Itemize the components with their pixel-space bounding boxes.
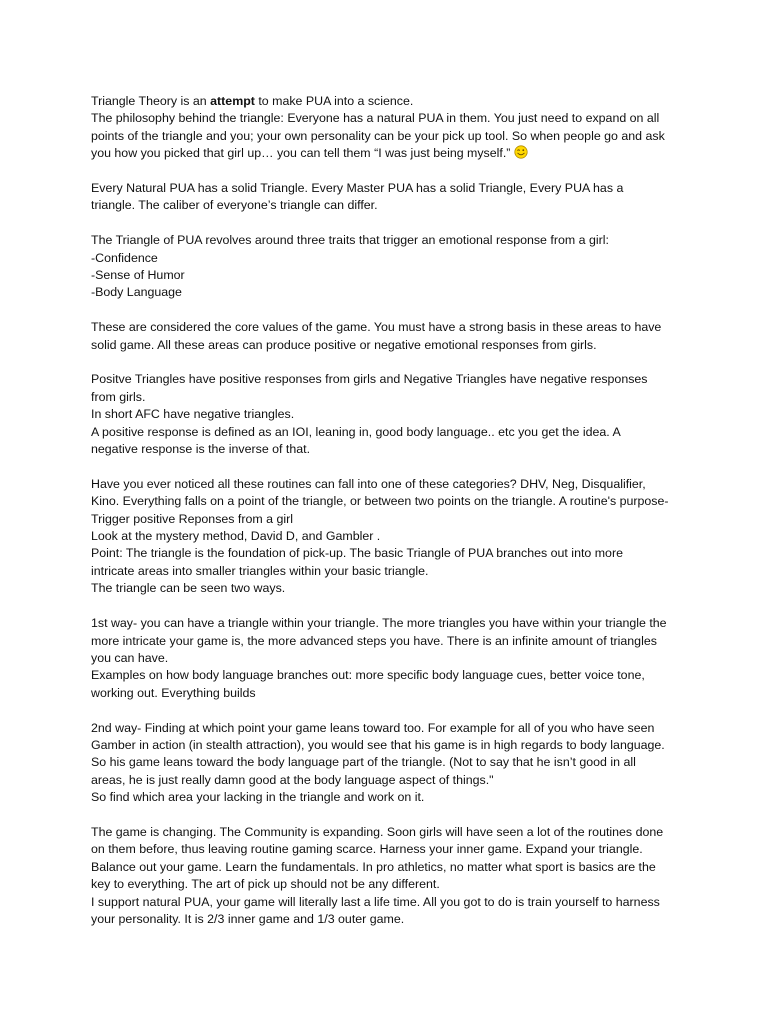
text-line: Have you ever noticed all these routines can fall into one of these categories? DHV, Neg, Disqualifier, [91, 476, 646, 491]
text-span: Triangle Theory is an [91, 94, 211, 108]
text-line: Kino. Everything falls on a point of the triangle, or between two points on the triangle. A routine's purpose- [91, 494, 669, 509]
text-line: 1st way- you can have a triangle within your triangle. The more triangles you have within your triangle the [91, 616, 667, 631]
text-line: The game is changing. The Community is expanding. Soon girls will have seen a lot of the routines done [91, 824, 664, 839]
text-line: working out. Everything builds [91, 685, 256, 700]
text-span: to make PUA into a science. [254, 94, 414, 108]
text-line: Balance out your game. Learn the fundamentals. In pro athletics, no matter what sport is basics are the [91, 859, 656, 874]
text-line: Look at the mystery method, David D, and Gambler . [91, 529, 381, 544]
text-line: 2nd way- Finding at which point your game leans toward too. For example for all of you who have seen [91, 720, 655, 735]
text-line: In short AFC have negative triangles. [91, 407, 295, 422]
text-line: solid game. All these areas can produce positive or negative emotional responses from girls. [91, 337, 597, 352]
text-line: negative response is the inverse of that. [91, 442, 311, 457]
text-line: triangle. The caliber of everyone’s triangle can differ. [91, 198, 378, 213]
text-line: more intricate your game is, the more advanced steps you have. There is an infinite amount of triangles [91, 633, 657, 648]
text-span: you how you picked that girl up… you can tell them “I was just being myself.” [91, 146, 511, 161]
list-item: -Body Language [91, 285, 182, 300]
text-line: Every Natural PUA has a solid Triangle. Every Master PUA has a solid Triangle, Every PUA has a [91, 181, 624, 196]
text-line [91, 145, 681, 162]
list-item: -Sense of Humor [91, 268, 185, 283]
text-line: Gamber in action (in stealth attraction), you would see that his game is in high regards to body language. [91, 737, 665, 752]
text-line: Examples on how body language branches out: more specific body language cues, better voice tone, [91, 668, 645, 683]
text-line: from girls. [91, 389, 146, 404]
text-line: intricate areas into smaller triangles within your basic triangle. [91, 563, 429, 578]
wink-smiley-icon [514, 145, 528, 159]
paragraph-routines [91, 476, 681, 598]
paragraph-intro [91, 93, 681, 163]
paragraph-first-way [91, 615, 681, 702]
paragraph-three-traits [91, 232, 681, 302]
paragraph-game-changing [91, 824, 681, 928]
text-line: Trigger positive Reponses from a girl [91, 511, 294, 526]
text-line [91, 93, 681, 110]
text-line: The philosophy behind the triangle: Everyone has a natural PUA in them. You just need to expand on all [91, 111, 660, 126]
text-line: key to everything. The art of pick up should not be any different. [91, 877, 440, 892]
text-line: your personality. It is 2/3 inner game and 1/3 outer game. [91, 911, 405, 926]
paragraph-solid-triangle [91, 180, 681, 215]
text-line: on them before, thus leaving routine gaming scarce. Harness your inner game. Expand your triangle. [91, 842, 643, 857]
paragraph-positive-negative [91, 371, 681, 458]
text-line: Point: The triangle is the foundation of pick-up. The basic Triangle of PUA branches out into more [91, 546, 623, 561]
text-line: These are considered the core values of the game. You must have a strong basis in these areas to have [91, 320, 662, 335]
text-line: A positive response is defined as an IOI, leaning in, good body language.. etc you get the idea. A [91, 424, 621, 439]
text-line: So find which area your lacking in the triangle and work on it. [91, 790, 425, 805]
list-item: -Confidence [91, 250, 158, 265]
text-line: The Triangle of PUA revolves around three traits that trigger an emotional response from a girl: [91, 233, 609, 248]
text-line: I support natural PUA, your game will literally last a life time. All you got to do is train yourself to harness [91, 894, 660, 909]
text-line: Positve Triangles have positive responses from girls and Negative Triangles have negative responses [91, 372, 648, 387]
text-line: So his game leans toward the body language part of the triangle. (Not to say that he isn’t good in all [91, 755, 636, 770]
document-body [91, 93, 681, 946]
text-line: you can have. [91, 650, 169, 665]
text-line: points of the triangle and you; your own personality can be your pick up tool. So when people go and ask [91, 128, 665, 143]
paragraph-core-values [91, 319, 681, 354]
bold-text: attempt [210, 94, 255, 108]
text-line: The triangle can be seen two ways. [91, 581, 286, 596]
text-line: areas, he is just really damn good at the body language aspect of things." [91, 772, 494, 787]
paragraph-second-way [91, 720, 681, 807]
